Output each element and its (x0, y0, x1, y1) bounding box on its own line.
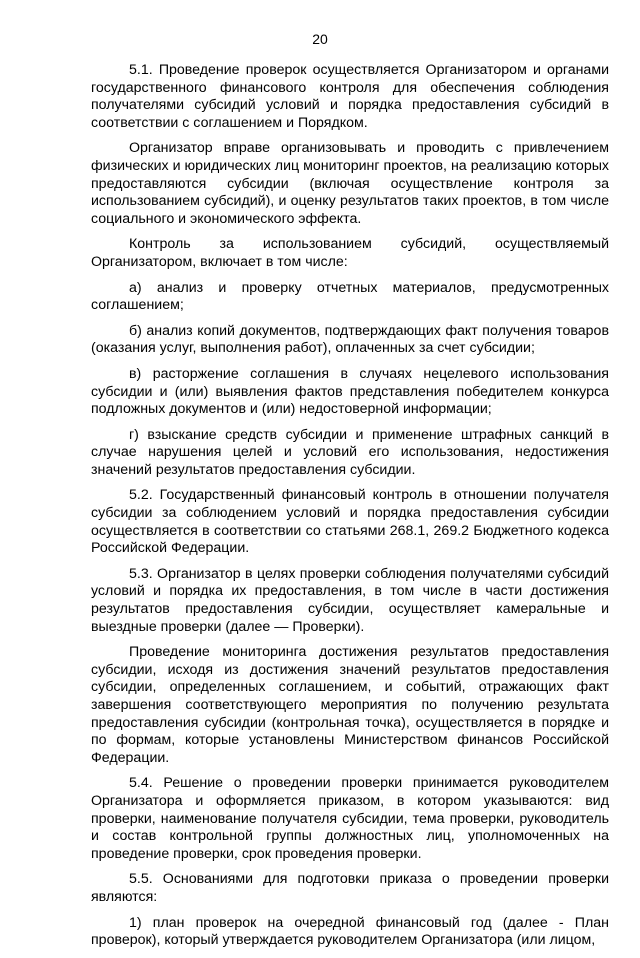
paragraph-control-includes: Контроль за использованием субсидий, осуществляемый Организатором, включает в том числе: (91, 236, 609, 270)
paragraph-5-5: 5.5. Основаниями для подготовки приказа о проведении проверки являются: (91, 871, 609, 905)
paragraph-5-2: 5.2. Государственный финансовый контроль в отношении получателя субсидии за соблюдением условий и порядка предоставления субсидии осуществляется в соответствии со статьями 268.1, 269.2 Бюджетного кодекса Российской Федерации. (91, 487, 609, 557)
paragraph-monitoring-right: Организатор вправе организовывать и проводить с привлечением физических и юридических лиц мониторинг проектов, на реализацию которых предоставляются субсидии (включая осуществление контроля за использованием субсидий), и оценку результатов таких проектов, в том числе социального и экономического эффекта. (91, 140, 609, 227)
list-item-b: б) анализ копий документов, подтверждающих факт получения товаров (оказания услуг, выполнения работ), оплаченных за счет субсидии; (91, 322, 609, 357)
page-number: 20 (312, 31, 328, 47)
list-item-g: г) взыскание средств субсидии и применение штрафных санкций в случае нарушения целей и условий его использования, недостижения значений результатов предоставления субсидии. (91, 426, 609, 478)
list-item-v: в) расторжение соглашения в случаях нецелевого использования субсидии и (или) выявления фактов представления победителем конкурса подложных документов и (или) недостоверной информации; (91, 365, 609, 418)
document-body (91, 62, 609, 958)
paragraph-5-3: 5.3. Организатор в целях проверки соблюдения получателями субсидий условий и порядка их предоставления, в том числе в части достижения результатов предоставления субсидии, осуществляет камеральные и выездные проверки (далее — Проверки). (91, 565, 609, 635)
paragraph-5-1: 5.1. Проведение проверок осуществляется Организатором и органами государственного финансового контроля для обеспечения соблюдения получателями субсидий условий и порядка предоставления субсидий в соответствии с соглашением и Порядком. (91, 62, 609, 131)
list-item-1: 1) план проверок на очередной финансовый год (далее - План проверок), который утверждается руководителем Организатора (или лицом, (91, 914, 609, 949)
list-item-a: а) анализ и проверку отчетных материалов, предусмотренных соглашением; (91, 279, 609, 314)
paragraph-monitoring-procedure: Проведение мониторинга достижения результатов предоставления субсидии, исходя из достижения значений результатов предоставления субсидии, определенных соглашением, и событий, отражающих факт завершения соответствующего мероприятия по получению результата предоставления субсидии (контрольная точка), осуществляется в порядке и по формам, которые установлены Министерством финансов Российской Федерации. (91, 644, 609, 766)
paragraph-5-4: 5.4. Решение о проведении проверки принимается руководителем Организатора и оформляется приказом, в котором указываются: вид проверки, наименование получателя субсидии, тема проверки, руководитель и состав контрольной группы должностных лиц, уполномоченных на проведение проверки, срок проведения проверки. (91, 775, 609, 862)
